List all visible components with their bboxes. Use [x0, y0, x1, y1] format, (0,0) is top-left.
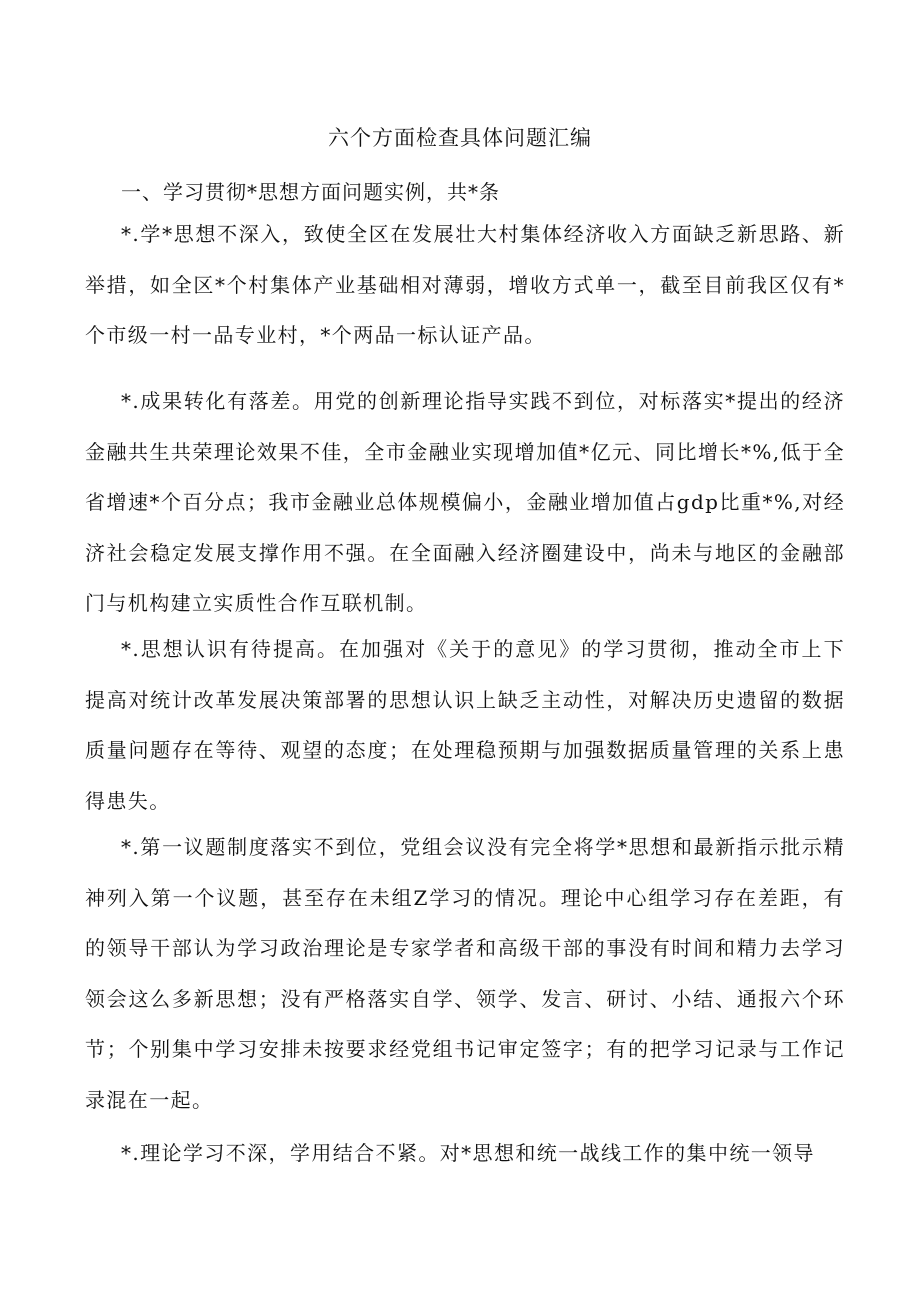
document-title: 六个方面检查具体问题汇编: [328, 126, 592, 150]
section-heading: 一、学习贯彻*思想方面问题实例，共*条: [121, 180, 500, 204]
paragraph-4: *.第一议题制度落实不到位，党组会议没有完全将学*思想和最新指示批示精神列入第一个议题，甚至存在未组Z学习的情况。理论中心组学习存在差距，有的领导干部认为学习政治理论是专家学者和高级干部的事没有时间和精力去学习领会这么多新思想；没有严格落实自学、领学、发言、研讨、小结、通报六个环节；个别集中学习安排未按要求经党组书记审定签字；有的把学习记录与工作记录混在一起。: [85, 835, 845, 1112]
paragraph-2: *.成果转化有落差。用党的创新理论指导实践不到位，对标落实*提出的经济金融共生共荣理论效果不佳，全市金融业实现增加值*亿元、同比增长*%,低于全省增速*个百分点；我市金融业总体规模偏小，金融业增加值占gdp比重*%,对经济社会稳定发展支撑作用不强。在全面融入经济圈建设中，尚未与地区的金融部门与机构建立实质性合作互联机制。: [85, 389, 846, 615]
paragraph-1: *.学*思想不深入，致使全区在发展壮大村集体经济收入方面缺乏新思路、新举措，如全区*个村集体产业基础相对薄弱，增收方式单一，截至目前我区仅有*个市级一村一品专业村，*个两品一标认证产品。: [85, 222, 845, 347]
paragraph-3: *.思想认识有待提高。在加强对《关于的意见》的学习贯彻，推动全市上下提高对统计改革发展决策部署的思想认识上缺乏主动性，对解决历史遗留的数据质量问题存在等待、观望的态度；在处理稳预期与加强数据质量管理的关系上患得患失。: [85, 637, 845, 813]
paragraph-5: *.理论学习不深，学用结合不紧。对*思想和统一战线工作的集中统一领导: [121, 1141, 815, 1165]
